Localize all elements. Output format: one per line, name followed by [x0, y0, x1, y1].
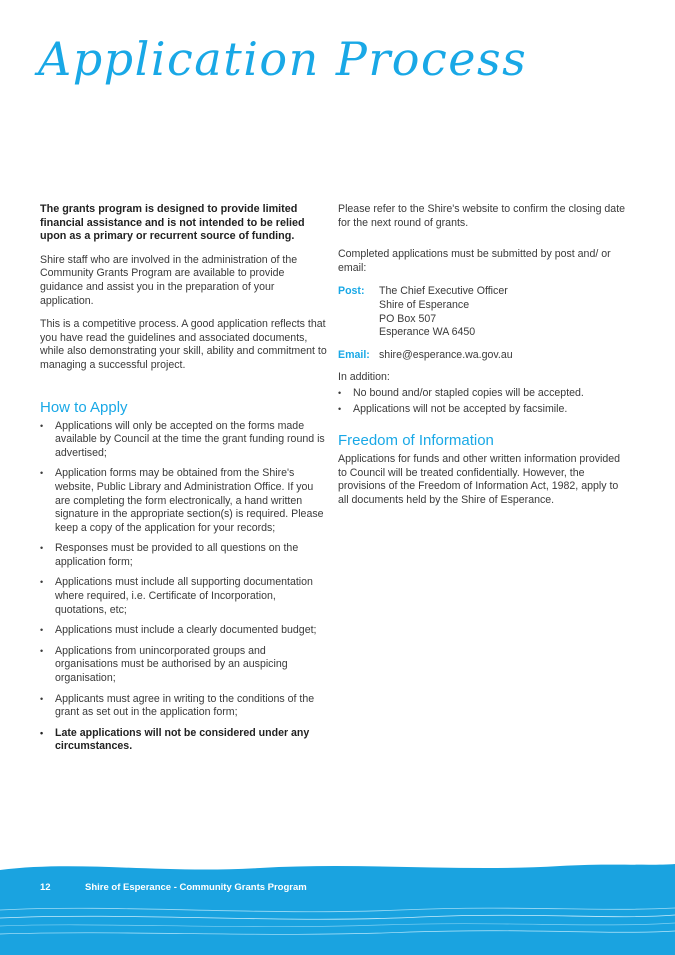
post-label: Post:: [338, 285, 365, 298]
list-item: • Applications from unincorporated groups and organisations must be authorised by an auspicing organisation;: [40, 645, 328, 686]
in-addition-label: In addition:: [338, 371, 390, 384]
list-item-late-applications: • Late applications will not be considered under any circumstances.: [40, 727, 328, 754]
how-to-apply-heading: How to Apply: [40, 398, 128, 416]
footer-wave-graphic: [0, 860, 675, 955]
list-item: • Applications must include all supporting documentation where required, i.e. Certificate of Incorporation, quotations, etc;: [40, 576, 328, 617]
footer-band: [0, 860, 675, 955]
intro-lead: The grants program is designed to provide limited financial assistance and is not intended to be relied upon as a primary or recurrent source of funding.: [40, 203, 305, 243]
intro-paragraph-1: Shire staff who are involved in the administration of the Community Grants Program are available to provide guidance and assist you in the preparation of your application.: [40, 253, 298, 307]
left-column: [40, 203, 328, 761]
how-to-apply-list: [40, 420, 328, 754]
list-item: • No bound and/or stapled copies will be accepted.: [338, 387, 628, 401]
list-item: • Responses must be provided to all questions on the application form;: [40, 542, 328, 569]
list-item: • Applications must include a clearly documented budget;: [40, 624, 328, 638]
address-line: Esperance WA 6450: [379, 326, 476, 339]
foi-paragraph: Applications for funds and other written information provided to Council will be treated confidentially. However, the provisions of the Freedom of Information Act, 1982, apply to all documents held by the Shire of Esperance.: [338, 453, 621, 506]
page-number: 12: [40, 882, 51, 893]
address-line: Shire of Esperance: [379, 298, 470, 311]
intro-paragraph-2: This is a competitive process. A good application reflects that you have read the guidelines and associated documents, while also demonstrating your skill, ability and commitment to managing a successful project.: [40, 318, 327, 371]
email-address: shire@esperance.wa.gov.au: [379, 348, 513, 361]
closing-date-paragraph: Please refer to the Shire's website to confirm the closing date for the next round of grants.: [338, 203, 626, 229]
foi-heading: Freedom of Information: [338, 432, 494, 450]
publication-title: Shire of Esperance - Community Grants Program: [85, 882, 307, 893]
addition-list: [338, 387, 628, 416]
list-item: • Applicants must agree in writing to the conditions of the grant as set out in the application form;: [40, 693, 328, 720]
post-lines: [379, 285, 508, 339]
list-item: • Applications will not be accepted by facsimile.: [338, 403, 628, 417]
address-line: The Chief Executive Officer: [379, 285, 508, 298]
list-item: • Application forms may be obtained from the Shire's website, Public Library and Administration Office. If you are completing the form electronically, a hand written signature in the appropriate section(s) is required. Please keep a copy of the application for your records;: [40, 467, 328, 535]
address-line: PO Box 507: [379, 312, 437, 325]
right-column: [338, 203, 628, 518]
email-contact: [338, 349, 628, 363]
submission-paragraph: Completed applications must be submitted by post and/ or email:: [338, 248, 611, 274]
post-address: [338, 285, 628, 339]
list-item: • Applications will only be accepted on the forms made available by Council at the time the grant funding round is advertised;: [40, 420, 328, 461]
page-title: Application Process: [38, 32, 528, 86]
email-label: Email:: [338, 348, 370, 361]
